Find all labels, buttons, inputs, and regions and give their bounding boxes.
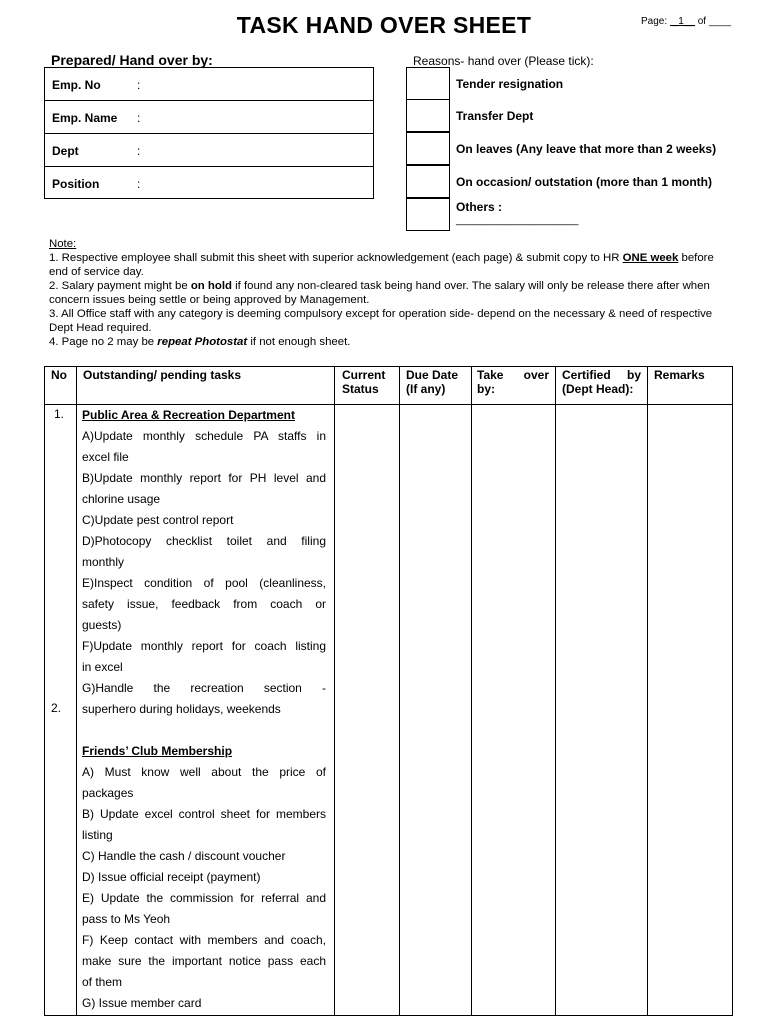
reason-others: Others : — [456, 200, 503, 214]
emp-no-row[interactable]: Emp. No : — [45, 68, 373, 101]
task-line: F)Update monthly report for coach listing — [82, 639, 326, 653]
task-line: E)Inspect condition of pool (cleanliness, — [82, 576, 326, 590]
note-2: 2. Salary payment might be on hold if found any non-cleared task being hand over. The salary will only be release there after when concern issues being settle or being approved by Management. — [49, 280, 710, 306]
task-line: of them — [82, 975, 123, 989]
task-line: monthly — [82, 555, 125, 569]
task-line: D) Issue official receipt (payment) — [82, 870, 261, 884]
tick-box-leaves[interactable] — [406, 132, 450, 165]
header-remarks: Remarks — [654, 368, 705, 382]
task-line: safety issue, feedback from coach or — [82, 597, 326, 611]
task-line: G)Handle the recreation section - — [82, 681, 326, 695]
task-line: D)Photocopy checklist toilet and filing — [82, 534, 326, 548]
task-line: A)Update monthly schedule PA staffs in — [82, 429, 326, 443]
header-due-date: Due Date (If any) — [406, 368, 459, 396]
tick-box-resignation[interactable] — [406, 67, 450, 100]
header-certified: Certified by (Dept Head): — [562, 368, 641, 396]
task-line: B) Update excel control sheet for members — [82, 807, 326, 821]
row-number-2: 2. — [51, 701, 62, 715]
note-4: 4. Page no 2 may be repeat Photostat if not enough sheet. — [49, 336, 351, 348]
task-line: G) Issue member card — [82, 996, 202, 1010]
header-current-status: Current Status — [342, 368, 386, 396]
tasks-table — [44, 366, 733, 1016]
task-line: superhero during holidays, weekends — [82, 702, 281, 716]
task-line: B)Update monthly report for PH level and — [82, 471, 326, 485]
task-line: F) Keep contact with members and coach, — [82, 933, 326, 947]
tasks-list — [82, 405, 326, 1014]
tick-box-outstation[interactable] — [406, 165, 450, 198]
task-line: E) Update the commission for referral and — [82, 891, 326, 905]
task-line: A) Must know well about the price of — [82, 765, 326, 779]
reason-outstation: On occasion/ outstation (more than 1 month) — [456, 175, 713, 189]
section-heading-friends-club: Friends’ Club Membership — [82, 744, 233, 758]
header-no: No — [51, 368, 67, 382]
header-take-over: Take over by: — [477, 368, 549, 396]
header-tasks: Outstanding/ pending tasks — [83, 368, 242, 382]
task-line: guests) — [82, 618, 122, 632]
tick-box-others[interactable] — [406, 198, 450, 231]
employee-info-box — [44, 67, 374, 199]
section-heading-public-area: Public Area & Recreation Department — [82, 408, 295, 422]
page-number: Page: _1__ of ____ — [641, 16, 732, 27]
row-number-1: 1. — [54, 407, 65, 421]
task-line: pass to Ms Yeoh — [82, 912, 171, 926]
dept-row[interactable]: Dept : — [45, 134, 373, 167]
notes-section — [49, 237, 731, 349]
note-title: Note: — [49, 238, 77, 250]
document-title: TASK HAND OVER SHEET — [236, 12, 532, 38]
task-line: listing — [82, 828, 113, 842]
task-line: excel file — [82, 450, 129, 464]
emp-name-row[interactable]: Emp. Name : — [45, 101, 373, 134]
reason-transfer: Transfer Dept — [456, 109, 534, 123]
task-line: in excel — [82, 660, 123, 674]
others-blank-line[interactable]: ____________________ — [456, 214, 579, 226]
note-3: 3. All Office staff with any category is deeming compulsory except for operation side- depend on the necessary & need of respective Dept Head required. — [49, 308, 713, 334]
tick-box-transfer[interactable] — [406, 99, 450, 132]
task-line: C) Handle the cash / discount voucher — [82, 849, 286, 863]
prepared-by-title: Prepared/ Hand over by: — [51, 52, 213, 68]
task-line: chlorine usage — [82, 492, 161, 506]
position-row[interactable]: Position : — [52, 177, 141, 191]
note-1: 1. Respective employee shall submit this sheet with superior acknowledgement (each page) & submit copy to HR ONE week before end of service day. — [49, 252, 714, 278]
task-line: make sure the important notice pass each — [82, 954, 326, 968]
reasons-title: Reasons- hand over (Please tick): — [413, 54, 594, 68]
task-line: C)Update pest control report — [82, 513, 234, 527]
task-line: packages — [82, 786, 134, 800]
reason-leaves: On leaves (Any leave that more than 2 weeks) — [456, 142, 717, 156]
reason-resignation: Tender resignation — [456, 77, 564, 91]
